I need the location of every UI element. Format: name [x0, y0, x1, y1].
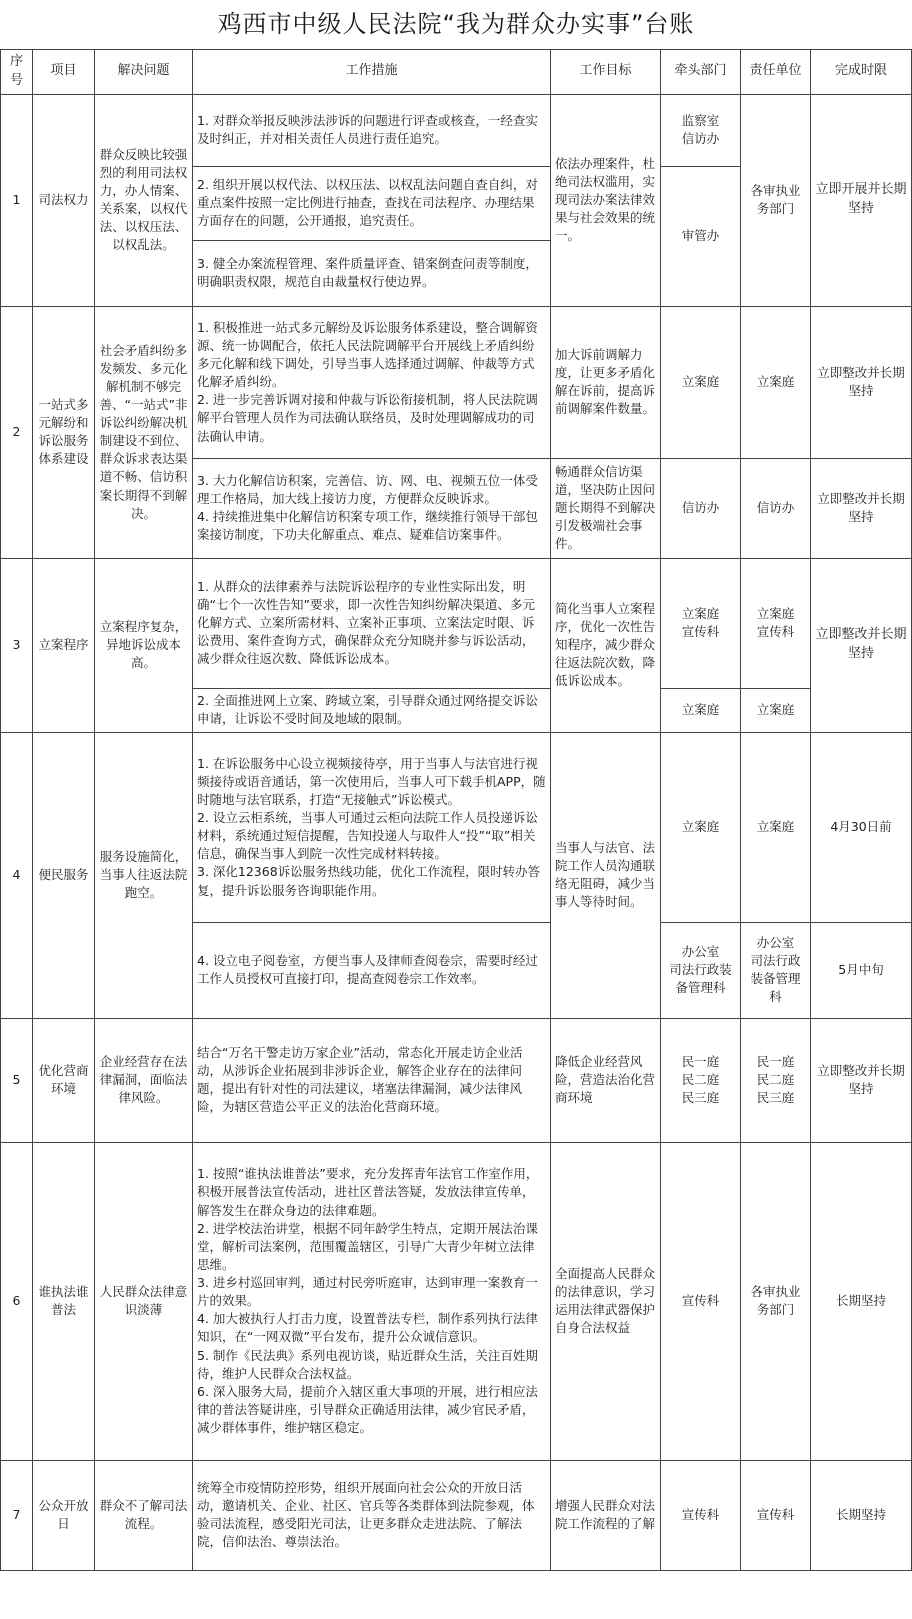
cell-goal: 全面提高人民群众的法律意识，学习运用法律武器保护自身合法权益: [551, 1142, 661, 1460]
cell-measure: 1. 在诉讼服务中心设立视频接待亭，用于当事人与法官进行视频接待或语音通话，第一次使用后，当事人可下载手机APP，随时随地与法官联系，打造“无接触式”诉讼模式。 2. 设立云柜系统，当事人可通过云柜向法院工作人员投递诉讼材料，系统通过短信提醒，告知投递人与取件人“投”“取”相关信息，确保当事人到院一次性完成材料转接。 3. 深化12368诉讼服务热线功能，优化工作流程，限时转办答复，提升诉讼服务咨询职能作用。: [193, 732, 551, 922]
cell-lead-dept: 民一庭 民二庭 民三庭: [661, 1018, 741, 1142]
cell-deadline: 立即整改并长期坚持: [811, 558, 912, 732]
cell-measure: 结合“万名干警走访万家企业”活动，常态化开展走访企业活动，从涉诉企业拓展到非涉诉企业，解答企业存在的法律问题，提出有针对性的司法建议，堵塞法律漏洞，减少法律风险，为辖区营造公平正义的法治化营商环境。: [193, 1018, 551, 1142]
cell-deadline: 立即整改并长期坚持: [811, 306, 912, 458]
header-no: 序号: [1, 50, 33, 95]
cell-lead-dept: 立案庭 宣传科: [661, 558, 741, 688]
cell-problem: 社会矛盾纠纷多发频发、多元化解机制不够完善、“一站式”非诉讼纠纷解决机制建设不到位、群众诉求表达渠道不畅、信访积案长期得不到解决。: [95, 306, 193, 558]
cell-goal: 畅通群众信访渠道，坚决防止因问题长期得不到解决引发极端社会事件。: [551, 458, 661, 558]
header-project: 项目: [33, 50, 95, 95]
page-title: 鸡西市中级人民法院“我为群众办实事”台账: [217, 10, 695, 38]
cell-problem: 立案程序复杂，异地诉讼成本高。: [95, 558, 193, 732]
cell-problem: 人民群众法律意识淡薄: [95, 1142, 193, 1460]
cell-goal: 当事人与法官、法院工作人员沟通联络无阻碍，减少当事人等待时间。: [551, 732, 661, 1018]
cell-goal: 增强人民群众对法院工作流程的了解: [551, 1460, 661, 1570]
cell-resp-unit: 办公室 司法行政装备管理科: [741, 922, 811, 1018]
cell-resp-unit: 信访办: [741, 458, 811, 558]
cell-measure: 2. 全面推进网上立案、跨域立案，引导群众通过网络提交诉讼申请，让诉讼不受时间及地域的限制。: [193, 688, 551, 732]
cell-lead-dept: 宣传科: [661, 1142, 741, 1460]
cell-deadline: 5月中旬: [811, 922, 912, 1018]
cell-problem: 群众不了解司法流程。: [95, 1460, 193, 1570]
header-lead-dept: 牵头部门: [661, 50, 741, 95]
cell-resp-unit: 立案庭: [741, 732, 811, 922]
cell-deadline: 长期坚持: [811, 1460, 912, 1570]
cell-lead-dept: 立案庭: [661, 732, 741, 922]
cell-deadline: 立即整改并长期坚持: [811, 1018, 912, 1142]
cell-no: 7: [1, 1460, 33, 1570]
cell-project: 一站式多元解纷和诉讼服务体系建设: [33, 306, 95, 558]
cell-problem: 企业经营存在法律漏洞，面临法律风险。: [95, 1018, 193, 1142]
cell-no: 6: [1, 1142, 33, 1460]
cell-lead-dept: 立案庭: [661, 688, 741, 732]
cell-lead-dept: 立案庭: [661, 306, 741, 458]
table-row: [1, 558, 912, 688]
cell-project: 优化营商环境: [33, 1018, 95, 1142]
header-row: [1, 50, 912, 95]
cell-no: 3: [1, 558, 33, 732]
header-goal: 工作目标: [551, 50, 661, 95]
cell-project: 司法权力: [33, 94, 95, 306]
cell-project: 便民服务: [33, 732, 95, 1018]
cell-goal: 加大诉前调解力度，让更多矛盾化解在诉前，提高诉前调解案件数量。: [551, 306, 661, 458]
ledger-table: [0, 49, 912, 1571]
cell-measure: 1. 按照“谁执法谁普法”要求，充分发挥青年法官工作室作用，积极开展普法宣传活动，进社区普法答疑，发放法律宣传单，解答发生在群众身边的法律难题。 2. 进学校法治讲堂，根据不同年龄学生特点，定期开展法治课堂，解析司法案例，范围覆盖辖区，引导广大青少年树立法律思维。 3. 进乡村巡回审判，通过村民旁听庭审，达到审理一案教育一片的效果。 4. 加大被执行人打击力度，设置普法专栏，制作系列执行法律知识，在“一网双微”平台发布，提升公众诚信意识。 5. 制作《民法典》系列电视访谈，贴近群众生活，关注百姓期待，维护人民群众合法权益。 6. 深入服务大局，提前介入辖区重大事项的开展，进行相应法律的普法答疑讲座，引导群众正确适用法律，减少官民矛盾，减少群体事件，维护辖区稳定。: [193, 1142, 551, 1460]
header-measures: 工作措施: [193, 50, 551, 95]
cell-resp-unit: 民一庭 民二庭 民三庭: [741, 1018, 811, 1142]
header-problem: 解决问题: [95, 50, 193, 95]
cell-deadline: 立即整改并长期坚持: [811, 458, 912, 558]
cell-resp-unit: 立案庭: [741, 688, 811, 732]
cell-measure: 1. 对群众举报反映涉法涉诉的问题进行评查或核查，一经查实及时纠正，并对相关责任人员进行责任追究。: [193, 94, 551, 166]
cell-lead-dept: 审管办: [661, 166, 741, 306]
cell-goal: 简化当事人立案程序，优化一次性告知程序，减少群众往返法院次数，降低诉讼成本。: [551, 558, 661, 732]
cell-no: 4: [1, 732, 33, 1018]
cell-project: 公众开放日: [33, 1460, 95, 1570]
cell-project: 立案程序: [33, 558, 95, 732]
cell-measure: 2. 组织开展以权代法、以权压法、以权乱法问题自查自纠，对重点案件按照一定比例进行抽查，查找在司法程序、办理结果方面存在的问题，公开通报，追究责任。: [193, 166, 551, 240]
cell-deadline: 长期坚持: [811, 1142, 912, 1460]
cell-no: 1: [1, 94, 33, 306]
cell-measure: 统筹全市疫情防控形势，组织开展面向社会公众的开放日活动，邀请机关、企业、社区、官兵等各类群体到法院参观，体验司法流程，感受阳光司法，让更多群众走进法院、了解法院，信仰法治、尊崇法治。: [193, 1460, 551, 1570]
cell-lead-dept: 宣传科: [661, 1460, 741, 1570]
cell-deadline: 立即开展并长期坚持: [811, 94, 912, 306]
cell-resp-unit: 各审执业务部门: [741, 1142, 811, 1460]
table-row: [1, 1460, 912, 1570]
header-deadline: 完成时限: [811, 50, 912, 95]
cell-measure: 4. 设立电子阅卷室，方便当事人及律师查阅卷宗，需要时经过工作人员授权可直接打印，提高查阅卷宗工作效率。: [193, 922, 551, 1018]
cell-measure: 3. 大力化解信访积案，完善信、访、网、电、视频五位一体受理工作格局，加大线上接访力度，方便群众反映诉求。 4. 持续推进集中化解信访积案专项工作，继续推行领导干部包案接访制度，下功夫化解重点、难点、疑难信访案事件。: [193, 458, 551, 558]
cell-measure: 3. 健全办案流程管理、案件质量评查、错案倒查问责等制度，明确职责权限，规范自由裁量权行使边界。: [193, 240, 551, 306]
header-resp-unit: 责任单位: [741, 50, 811, 95]
cell-problem: 群众反映比较强烈的利用司法权力，办人情案、关系案，以权代法、以权压法、以权乱法。: [95, 94, 193, 306]
cell-lead-dept: 办公室 司法行政装备管理科: [661, 922, 741, 1018]
cell-goal: 降低企业经营风险，营造法治化营商环境: [551, 1018, 661, 1142]
cell-lead-dept: 信访办: [661, 458, 741, 558]
cell-resp-unit: 立案庭: [741, 306, 811, 458]
cell-problem: 服务设施简化，当事人往返法院跑空。: [95, 732, 193, 1018]
table-row: [1, 732, 912, 922]
cell-resp-unit: 各审执业务部门: [741, 94, 811, 306]
cell-project: 谁执法谁普法: [33, 1142, 95, 1460]
table-row: [1, 1018, 912, 1142]
table-row: [1, 1142, 912, 1460]
cell-resp-unit: 宣传科: [741, 1460, 811, 1570]
cell-goal: 依法办理案件，杜绝司法权滥用，实现司法办案法律效果与社会效果的统一。: [551, 94, 661, 306]
table-row: [1, 306, 912, 458]
cell-no: 2: [1, 306, 33, 558]
cell-deadline: 4月30日前: [811, 732, 912, 922]
cell-measure: 1. 从群众的法律素养与法院诉讼程序的专业性实际出发，明确“七个一次性告知”要求，即一次性告知纠纷解决渠道、多元化解方式、立案所需材料、立案补正事项、立案法定时限、诉讼费用、案件查询方式，确保群众充分知晓并参与诉讼活动，减少群众往返次数、降低诉讼成本。: [193, 558, 551, 688]
cell-measure: 1. 积极推进一站式多元解纷及诉讼服务体系建设，整合调解资源、统一协调配合，依托人民法院调解平台开展线上矛盾纠纷多元化解和线下调处，引导当事人选择通过调解、仲裁等方式化解矛盾纠纷。 2. 进一步完善诉调对接和仲裁与诉讼衔接机制，将人民法院调解平台管理人员作为司法确认联络员，及时处理调解成功的司法确认申请。: [193, 306, 551, 458]
table-row: [1, 94, 912, 166]
cell-resp-unit: 立案庭 宣传科: [741, 558, 811, 688]
cell-no: 5: [1, 1018, 33, 1142]
cell-lead-dept: 监察室 信访办: [661, 94, 741, 166]
